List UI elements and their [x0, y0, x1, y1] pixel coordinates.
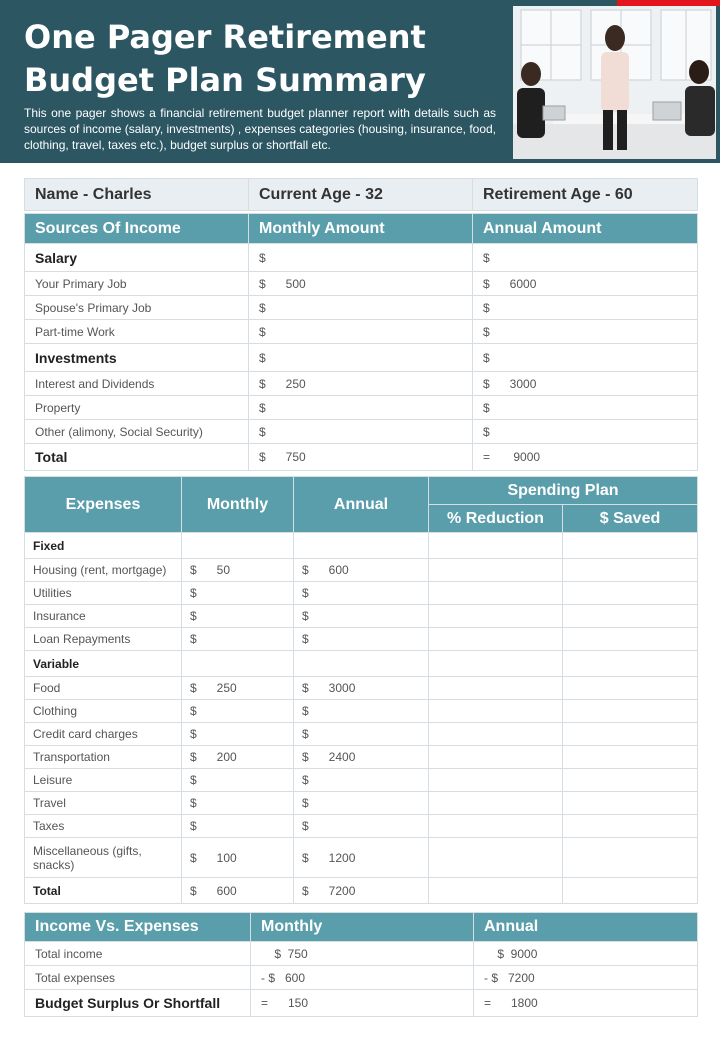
- monthly-amount: $: [182, 769, 294, 792]
- annual-amount: - $ 7200: [474, 966, 698, 990]
- annual-amount: $ 9000: [474, 942, 698, 966]
- annual-amount: $: [473, 344, 698, 372]
- annual-amount: $: [473, 244, 698, 272]
- annual-amount: $: [294, 628, 429, 651]
- saved-cell: [563, 838, 698, 878]
- annual-amount: $: [294, 723, 429, 746]
- monthly-amount: $: [249, 344, 473, 372]
- monthly-amount: - $ 600: [251, 966, 474, 990]
- table-row: [25, 372, 698, 396]
- monthly-amount: $ 750: [249, 444, 473, 471]
- row-label: Insurance: [25, 605, 182, 628]
- table-row: [25, 605, 698, 628]
- column-header: Annual: [294, 477, 429, 533]
- retirement-age-cell: Retirement Age - 60: [473, 179, 698, 211]
- ive-header-row: [25, 913, 698, 942]
- table-row-total: [25, 444, 698, 471]
- annual-amount: [294, 533, 429, 559]
- row-label: Travel: [25, 792, 182, 815]
- table-row: [25, 815, 698, 838]
- column-header: Income Vs. Expenses: [25, 913, 251, 942]
- table-row: [25, 942, 698, 966]
- column-header: Monthly: [251, 913, 474, 942]
- row-label: Total expenses: [25, 966, 251, 990]
- reduction-cell: [429, 582, 563, 605]
- monthly-amount: $: [249, 296, 473, 320]
- table-row: [25, 651, 698, 677]
- saved-cell: [563, 605, 698, 628]
- reduction-cell: [429, 605, 563, 628]
- table-row: [25, 344, 698, 372]
- monthly-amount: $: [182, 815, 294, 838]
- page-description: This one pager shows a financial retirement budget planner report with details such as sources of income (salary, investments) , expenses categories (housing, insurance, food, clothing, travel, taxes etc.), budget surplus or shortfall etc.: [24, 106, 497, 152]
- section-label: Salary: [25, 244, 249, 272]
- saved-cell: [563, 792, 698, 815]
- monthly-amount: $ 50: [182, 559, 294, 582]
- row-label: Loan Repayments: [25, 628, 182, 651]
- annual-amount: $: [294, 700, 429, 723]
- row-label: Leisure: [25, 769, 182, 792]
- column-header: Monthly: [182, 477, 294, 533]
- reduction-cell: [429, 723, 563, 746]
- title-line-2: Budget Plan Summary: [24, 61, 426, 99]
- table-row: [25, 396, 698, 420]
- annual-amount: $: [473, 420, 698, 444]
- surplus-label: Budget Surplus Or Shortfall: [25, 990, 251, 1017]
- monthly-amount: $: [249, 420, 473, 444]
- monthly-amount: [182, 651, 294, 677]
- table-row: [25, 966, 698, 990]
- reduction-cell: [429, 878, 563, 904]
- reduction-header: % Reduction: [429, 505, 563, 533]
- annual-amount: $ 3000: [473, 372, 698, 396]
- section-label: Investments: [25, 344, 249, 372]
- row-label: Transportation: [25, 746, 182, 769]
- saved-cell: [563, 628, 698, 651]
- section-label: Fixed: [25, 533, 182, 559]
- profile-info-row: [25, 179, 698, 211]
- section-label: Variable: [25, 651, 182, 677]
- annual-amount: = 9000: [473, 444, 698, 471]
- reduction-cell: [429, 838, 563, 878]
- row-label: Housing (rent, mortgage): [25, 559, 182, 582]
- table-row: [25, 723, 698, 746]
- table-row: [25, 838, 698, 878]
- saved-cell: [563, 746, 698, 769]
- total-label: Total: [25, 878, 182, 904]
- monthly-amount: = 150: [251, 990, 474, 1017]
- saved-cell: [563, 769, 698, 792]
- monthly-amount: $ 200: [182, 746, 294, 769]
- table-row: [25, 769, 698, 792]
- monthly-amount: $: [249, 396, 473, 420]
- table-row: [25, 296, 698, 320]
- annual-amount: $ 600: [294, 559, 429, 582]
- saved-cell: [563, 878, 698, 904]
- row-label: Clothing: [25, 700, 182, 723]
- table-row: [25, 700, 698, 723]
- reduction-cell: [429, 769, 563, 792]
- column-header: Annual: [474, 913, 698, 942]
- saved-cell: [563, 559, 698, 582]
- title-line-1: One Pager Retirement: [24, 18, 426, 56]
- column-header: Expenses: [25, 477, 182, 533]
- saved-header: $ Saved: [563, 505, 698, 533]
- table-row: [25, 320, 698, 344]
- annual-amount: $: [294, 605, 429, 628]
- column-header: Sources Of Income: [25, 214, 249, 244]
- monthly-amount: $: [182, 582, 294, 605]
- annual-amount: $: [473, 396, 698, 420]
- row-label: Total income: [25, 942, 251, 966]
- income-table: [24, 213, 698, 471]
- spending-plan-header: Spending Plan: [429, 477, 698, 505]
- row-label: Food: [25, 677, 182, 700]
- saved-cell: [563, 815, 698, 838]
- page-title: [24, 16, 504, 102]
- reduction-cell: [429, 677, 563, 700]
- income-vs-expenses-table: [24, 912, 698, 1017]
- annual-amount: $: [294, 792, 429, 815]
- monthly-amount: $: [182, 700, 294, 723]
- row-label: Your Primary Job: [25, 272, 249, 296]
- table-row: [25, 792, 698, 815]
- saved-cell: [563, 677, 698, 700]
- table-row-total: [25, 878, 698, 904]
- table-row: [25, 582, 698, 605]
- table-row-total: [25, 990, 698, 1017]
- reduction-cell: [429, 815, 563, 838]
- reduction-cell: [429, 651, 563, 677]
- monthly-amount: $: [182, 605, 294, 628]
- total-label: Total: [25, 444, 249, 471]
- expenses-header-row: [25, 477, 698, 505]
- reduction-cell: [429, 533, 563, 559]
- row-label: Miscellaneous (gifts, snacks): [25, 838, 182, 878]
- monthly-amount: $ 100: [182, 838, 294, 878]
- row-label: Spouse's Primary Job: [25, 296, 249, 320]
- current-age-cell: Current Age - 32: [249, 179, 473, 211]
- annual-amount: $ 2400: [294, 746, 429, 769]
- saved-cell: [563, 700, 698, 723]
- table-row: [25, 746, 698, 769]
- monthly-amount: $ 500: [249, 272, 473, 296]
- annual-amount: $ 3000: [294, 677, 429, 700]
- reduction-cell: [429, 746, 563, 769]
- row-label: Property: [25, 396, 249, 420]
- table-row: [25, 272, 698, 296]
- reduction-cell: [429, 559, 563, 582]
- annual-amount: $: [294, 815, 429, 838]
- annual-amount: $: [473, 320, 698, 344]
- table-row: [25, 420, 698, 444]
- table-row: [25, 533, 698, 559]
- annual-amount: $ 1200: [294, 838, 429, 878]
- annual-amount: $: [473, 296, 698, 320]
- monthly-amount: $ 250: [182, 677, 294, 700]
- annual-amount: $: [294, 769, 429, 792]
- reduction-cell: [429, 792, 563, 815]
- table-row: [25, 244, 698, 272]
- monthly-amount: $: [249, 320, 473, 344]
- saved-cell: [563, 533, 698, 559]
- row-label: Part-time Work: [25, 320, 249, 344]
- monthly-amount: $: [182, 628, 294, 651]
- monthly-amount: $ 600: [182, 878, 294, 904]
- monthly-amount: $: [182, 723, 294, 746]
- row-label: Other (alimony, Social Security): [25, 420, 249, 444]
- expenses-table: [24, 476, 698, 904]
- table-row: [25, 628, 698, 651]
- annual-amount: $ 6000: [473, 272, 698, 296]
- monthly-amount: $: [182, 792, 294, 815]
- row-label: Credit card charges: [25, 723, 182, 746]
- accent-bar: [617, 0, 720, 6]
- column-header: Monthly Amount: [249, 214, 473, 244]
- name-cell: Name - Charles: [25, 179, 249, 211]
- saved-cell: [563, 723, 698, 746]
- row-label: Interest and Dividends: [25, 372, 249, 396]
- monthly-amount: $ 750: [251, 942, 474, 966]
- row-label: Taxes: [25, 815, 182, 838]
- annual-amount: = 1800: [474, 990, 698, 1017]
- reduction-cell: [429, 700, 563, 723]
- profile-info-table: [24, 178, 698, 211]
- reduction-cell: [429, 628, 563, 651]
- saved-cell: [563, 582, 698, 605]
- table-row: [25, 677, 698, 700]
- annual-amount: $: [294, 582, 429, 605]
- column-header: Annual Amount: [473, 214, 698, 244]
- annual-amount: $ 7200: [294, 878, 429, 904]
- office-team-photo: [513, 6, 716, 159]
- saved-cell: [563, 651, 698, 677]
- income-header-row: [25, 214, 698, 244]
- annual-amount: [294, 651, 429, 677]
- monthly-amount: $ 250: [249, 372, 473, 396]
- monthly-amount: $: [249, 244, 473, 272]
- table-row: [25, 559, 698, 582]
- row-label: Utilities: [25, 582, 182, 605]
- monthly-amount: [182, 533, 294, 559]
